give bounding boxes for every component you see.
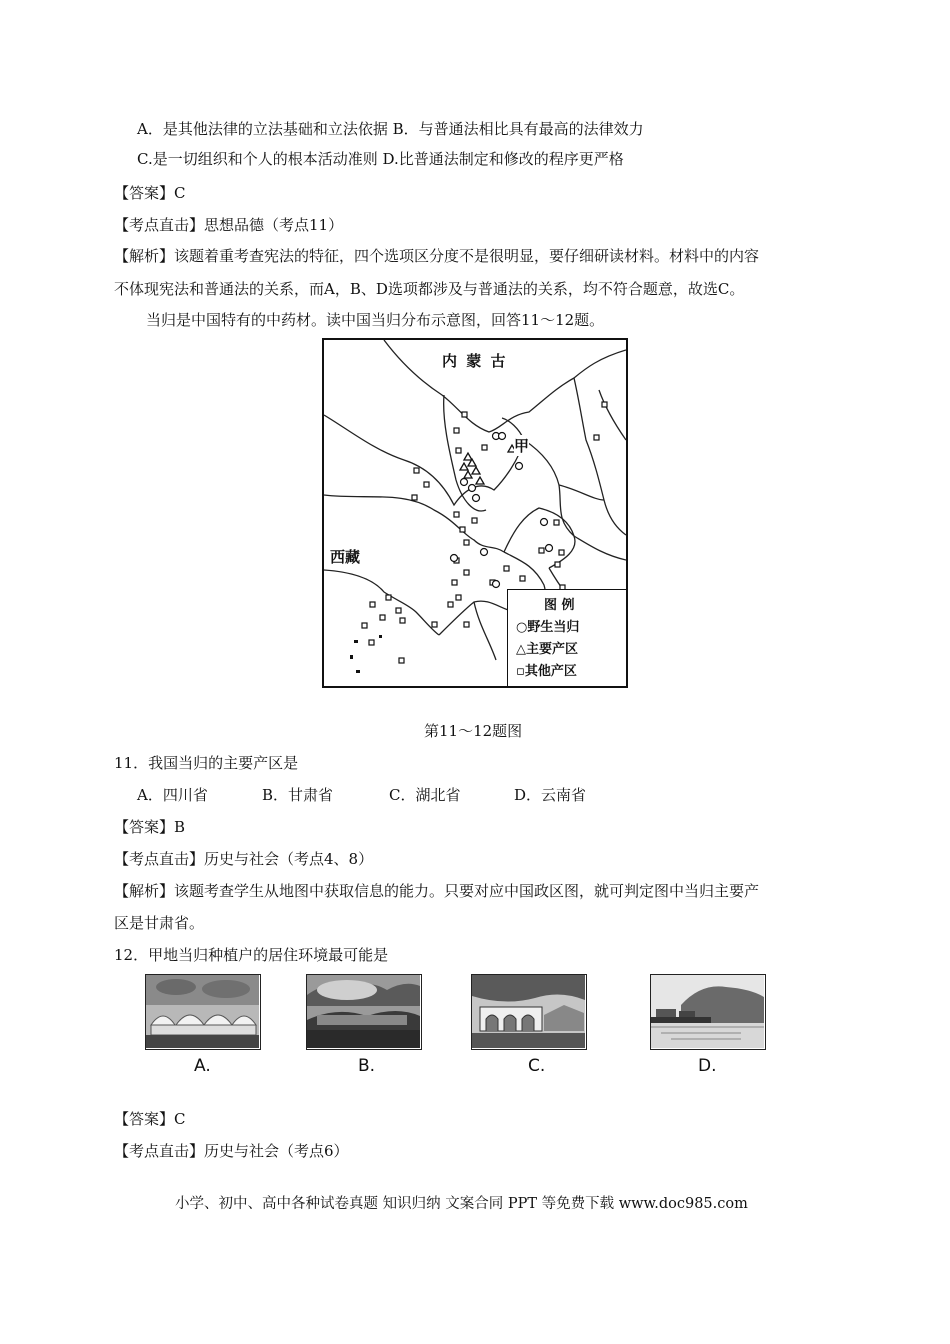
square-icon: ▫: [516, 664, 525, 679]
photo-label-c: C.: [528, 1056, 546, 1076]
legend-label-other: 其他产区: [524, 664, 577, 679]
q12-stem: 12．甲地当归种植户的居住环境最可能是: [114, 946, 389, 964]
photo-label-a: A.: [194, 1056, 211, 1076]
q11-analysis-line1: 【解析】该题考查学生从地图中获取信息的能力。只要对应中国政区图，就可判定图中当归主要产: [114, 882, 760, 900]
page-footer: 小学、初中、高中各种试卷真题 知识归纳 文案合同 PPT 等免费下载 www.doc985.com: [175, 1196, 748, 1212]
map-caption: 第11～12题图: [424, 722, 523, 740]
q12-kaodian: 【考点直击】历史与社会（考点6）: [114, 1142, 349, 1160]
triangle-icon: △: [516, 642, 526, 657]
q10-answer: 【答案】C: [114, 184, 186, 202]
q12-answer: 【答案】C: [114, 1110, 186, 1128]
q11-option-b: B．甘肃省: [262, 786, 334, 804]
photo-b-mountain-village: [306, 974, 422, 1050]
q11-stem: 11．我国当归的主要产区是: [114, 754, 299, 772]
q10-options-line2: C.是一切组织和个人的根本活动准则 D.比普通法制定和修改的程序更严格: [137, 150, 624, 168]
map-label-neimenggu: 内 蒙 古: [442, 352, 508, 370]
legend-item-wild: [516, 616, 579, 635]
legend-label-wild: 野生当归: [527, 620, 580, 635]
map-label-xizang: 西藏: [330, 548, 361, 566]
photo-d-river-houses: [650, 974, 766, 1050]
map-legend: [507, 589, 626, 686]
intro-text: 当归是中国特有的中药材。读中国当归分布示意图，回答11～12题。: [146, 311, 605, 329]
photo-label-d: D.: [698, 1056, 717, 1076]
legend-item-main: [516, 638, 578, 657]
circle-icon: ○: [516, 620, 528, 635]
q11-option-a: A．四川省: [137, 786, 208, 804]
photo-label-b: B.: [358, 1056, 376, 1076]
q11-option-c: C．湖北省: [389, 786, 461, 804]
q11-answer: 【答案】B: [114, 818, 186, 836]
legend-item-other: [516, 660, 577, 679]
legend-title: 图 例: [544, 598, 575, 613]
q11-analysis-line2: 区是甘肃省。: [114, 914, 205, 932]
q11-option-d: D．云南省: [514, 786, 587, 804]
q10-analysis-line1: 【解析】该题着重考查宪法的特征，四个选项区分度不是很明显，要仔细研读材料。材料中的内容: [114, 247, 760, 265]
photo-c-cave-dwellings: [471, 974, 587, 1050]
q10-options-line1: A．是其他法律的立法基础和立法依据 B．与普通法相比具有最高的法律效力: [137, 120, 644, 138]
q10-analysis-line2: 不体现宪法和普通法的关系，而A，B、D选项都涉及与普通法的关系，均不符合题意，故选C。: [114, 280, 745, 298]
q11-kaodian: 【考点直击】历史与社会（考点4、8）: [114, 850, 374, 868]
photo-a-yurts: [145, 974, 261, 1050]
map-label-jia: 甲: [514, 437, 530, 455]
legend-label-main: 主要产区: [526, 642, 579, 657]
danggui-distribution-map: [322, 338, 628, 688]
q10-kaodian: 【考点直击】思想品德（考点11）: [114, 216, 344, 234]
